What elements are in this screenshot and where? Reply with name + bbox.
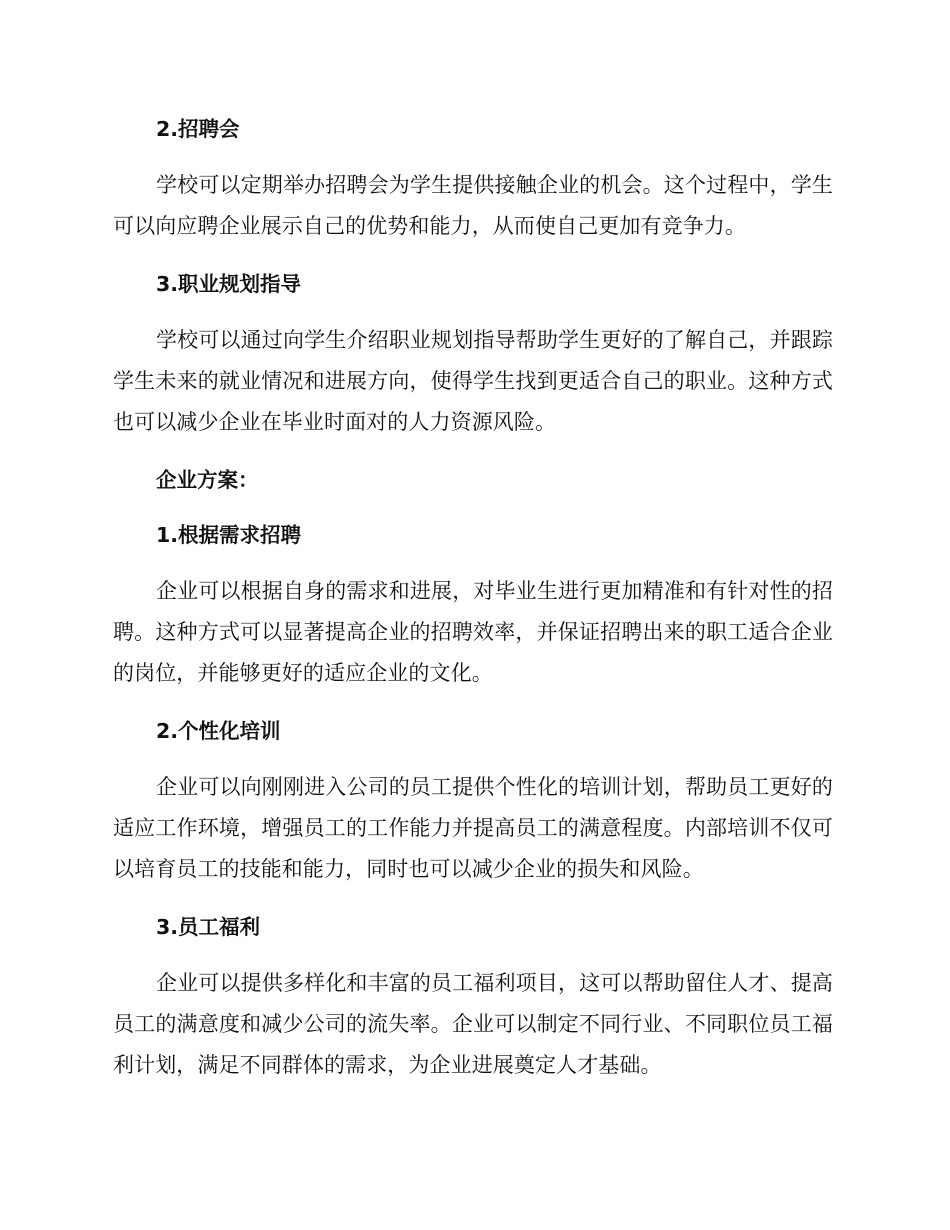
section-heading-employee-benefits: 3.员工福利: [156, 915, 261, 939]
section-heading-career-planning: 3.职业规划指导: [156, 272, 302, 296]
section-heading-enterprise-plan: 企业方案：: [156, 468, 259, 492]
section-paragraph-personalized-training: 企业可以向刚刚进入公司的员工提供个性化的培训计划，帮助员工更好的适应工作环境，增强员工的工作能力并提高员工的满意程度。内部培训不仅可以培育员工的技能和能力，同时也可以减少企业的损失和风险。: [113, 775, 833, 881]
section-heading-personalized-training: 2.个性化培训: [156, 719, 281, 743]
document-page: [113, 110, 833, 1086]
section-paragraph-employee-benefits: 企业可以提供多样化和丰富的员工福利项目，这可以帮助留住人才、提高员工的满意度和减少公司的流失率。企业可以制定不同行业、不同职位员工福利计划，满足不同群体的需求，为企业进展奠定人才基础。: [113, 971, 833, 1077]
section-paragraph-career-planning: 学校可以通过向学生介绍职业规划指导帮助学生更好的了解自己，并跟踪学生未来的就业情况和进展方向，使得学生找到更适合自己的职业。这种方式也可以减少企业在毕业时面对的人力资源风险。: [113, 328, 833, 434]
section-paragraph-demand-recruitment: 企业可以根据自身的需求和进展，对毕业生进行更加精准和有针对性的招聘。这种方式可以显著提高企业的招聘效率，并保证招聘出来的职工适合企业的岗位，并能够更好的适应企业的文化。: [113, 579, 833, 685]
section-heading-demand-recruitment: 1.根据需求招聘: [156, 523, 302, 547]
section-heading-recruitment-fair: 2.招聘会: [156, 117, 240, 141]
section-paragraph-recruitment-fair: 学校可以定期举办招聘会为学生提供接触企业的机会。这个过程中，学生可以向应聘企业展示自己的优势和能力，从而使自己更加有竞争力。: [113, 173, 833, 238]
